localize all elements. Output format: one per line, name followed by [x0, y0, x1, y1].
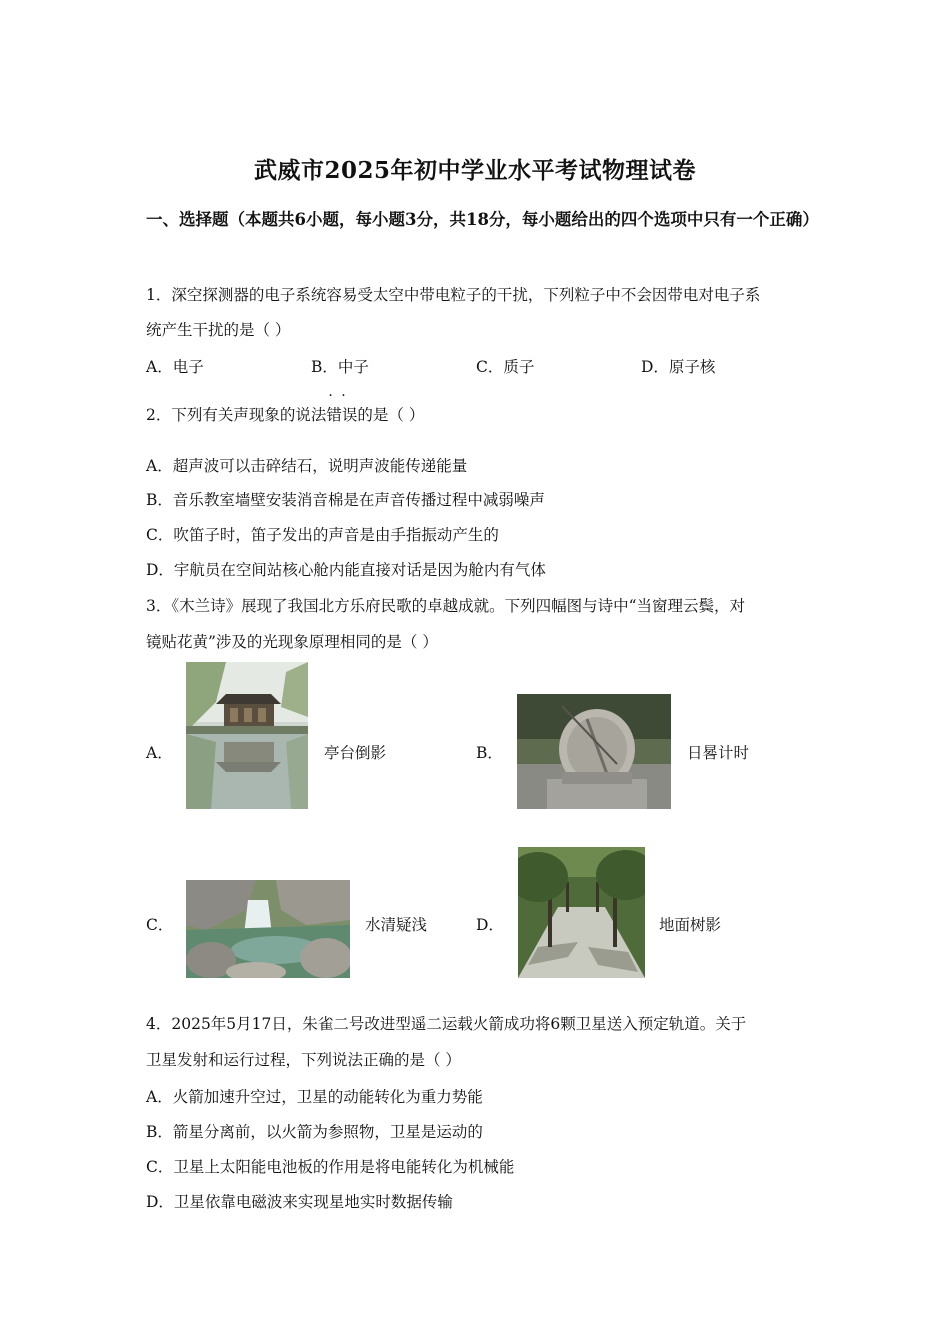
q2-option-a: A．超声波可以击碎结石，说明声波能传递能量	[146, 457, 468, 475]
clear-water-photo	[186, 880, 350, 978]
q2-stem-pre: 2．下列有关声现象的说法	[146, 406, 327, 424]
q4-stem-line1: 4．2025年5月17日，朱雀二号改进型遥二运载火箭成功将6颗卫星送入预定轨道。关于	[146, 1015, 747, 1033]
exam-title: 武威市2025年初中学业水平考试物理试卷	[253, 157, 696, 184]
q3-option-a-caption: 亭台倒影	[324, 744, 387, 762]
q2-option-d: D．宇航员在空间站核心舱内能直接对话是因为舱内有气体	[146, 561, 546, 579]
q3-option-a-letter: A．	[146, 744, 173, 762]
q4-option-d: D．卫星依靠电磁波来实现星地实时数据传输	[146, 1193, 453, 1211]
q4-option-a: A．火箭加速升空过，卫星的动能转化为重力势能	[146, 1088, 483, 1106]
q1-option-b: B．中子	[311, 358, 369, 376]
q4-option-b: B．箭星分离前，以火箭为参照物，卫星是运动的	[146, 1123, 483, 1141]
q1-stem-line1: 1．深空探测器的电子系统容易受太空中带电粒子的干扰，下列粒子中不会因带电对电子系	[146, 286, 761, 304]
tree-shadow-photo	[518, 847, 645, 978]
q3-option-b-caption: 日晷计时	[687, 744, 750, 762]
q3-stem-line2: 镜贴花黄”涉及的光现象原理相同的是（ ）	[146, 633, 438, 651]
q1-option-c: C．质子	[476, 358, 535, 376]
q3-option-c-caption: 水清疑浅	[365, 916, 428, 934]
q3-option-b-letter: B．	[476, 744, 503, 762]
sundial-photo	[517, 694, 671, 809]
q2-option-b: B．音乐教室墙壁安装消音棉是在声音传播过程中减弱噪声	[146, 491, 545, 509]
q4-option-c: C．卫星上太阳能电池板的作用是将电能转化为机械能	[146, 1158, 515, 1176]
q2-stem	[146, 403, 424, 425]
q4-stem-line2: 卫星发射和运行过程，下列说法正确的是（ ）	[146, 1051, 461, 1069]
q1-option-a: A．电子	[146, 358, 204, 376]
q3-option-d-caption: 地面树影	[659, 916, 722, 934]
q2-stem-emphasis: · · 错误	[326, 403, 357, 425]
q2-stem-post: 的是（ ）	[357, 406, 425, 424]
q3-option-d-letter: D．	[476, 916, 504, 934]
q2-option-c: C．吹笛子时，笛子发出的声音是由手指振动产生的	[146, 526, 499, 544]
q3-option-c-letter: C．	[146, 916, 174, 934]
section-heading: 一、选择题（本题共6小题，每小题3分，共18分，每小题给出的四个选项中只有一个正确）	[146, 210, 819, 229]
pavilion-reflection-photo	[186, 662, 308, 809]
q3-stem-line1: 3．《木兰诗》展现了我国北方乐府民歌的卓越成就。下列四幅图与诗中“当窗理云鬓，对	[146, 597, 746, 615]
q1-option-d: D．原子核	[641, 358, 716, 376]
q1-stem-line2: 统产生干扰的是（ ）	[146, 321, 291, 339]
